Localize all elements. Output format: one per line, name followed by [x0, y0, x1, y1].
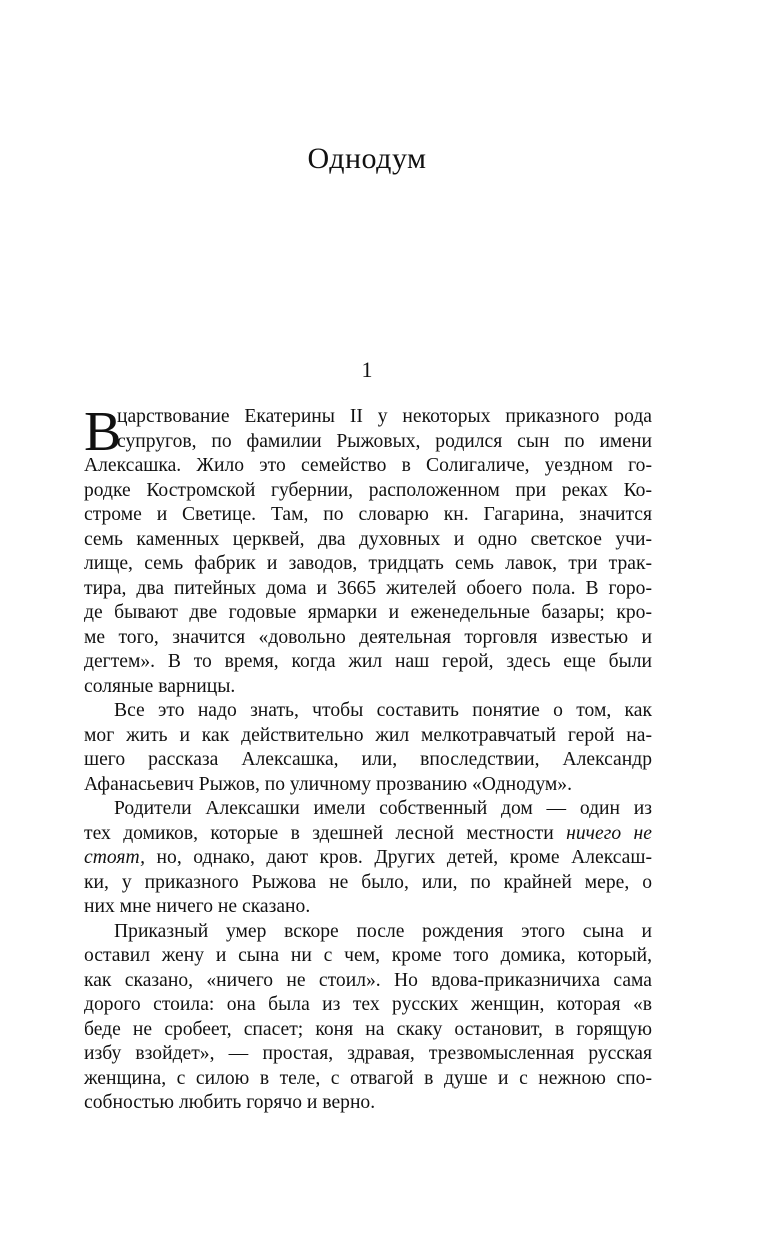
paragraph [84, 401, 652, 699]
text-line: тира, два питейных дома и 3665 жителей обоего пола. В горо- [84, 577, 652, 599]
story-title: Однодум [307, 142, 427, 175]
text-line: женщина, с силою в теле, с отвагой в душе и с нежною спо- [84, 1067, 652, 1089]
text-line: оставил жену и сына ни с чем, кроме того домика, который, [84, 945, 652, 966]
text-line: строме и Светице. Там, по словарю кн. Гагарина, значится [84, 504, 652, 525]
text-line: Приказный умер вскоре после рождения этого сына и [114, 920, 652, 942]
drop-cap: В [84, 401, 122, 463]
text-line: Афанасьевич Рыжов, по уличному прозванию «Однодум». [84, 773, 572, 795]
paragraph [84, 699, 652, 797]
text-line: Все это надо знать, чтобы составить понятие о том, как [114, 700, 652, 721]
chapter-number: 1 [361, 357, 373, 382]
story-text [84, 401, 652, 1116]
text-line: супругов, по фамилии Рыжовых, родился сын по имени [117, 430, 652, 452]
text-line: беде не сробеет, спасет; коня на скаку остановит, в горящую [84, 1018, 652, 1040]
text-line: ме того, значится «довольно деятельная торговля известью и [84, 626, 652, 648]
text-line: родке Костромской губернии, расположенном при реках Ко- [84, 479, 652, 501]
text-line: них мне ничего не сказано. [84, 896, 311, 917]
text-line: собностью любить горячо и верно. [84, 1092, 376, 1113]
text-line: мог жить и как действительно жил мелкотравчатый герой на- [84, 724, 652, 746]
paragraph [84, 797, 652, 920]
text-line: царствование Екатерины II у некоторых приказного рода [117, 406, 652, 427]
text-line: ки, у приказного Рыжова не было, или, по крайней мере, о [84, 871, 652, 893]
text-line: Алексашка. Жило это семейство в Солигаличе, уездном го- [84, 455, 652, 476]
text-line: тех домиков, которые в здешней лесной местности ничего не [84, 822, 652, 844]
text-line: Родители Алексашки имели собственный дом — один из [114, 798, 652, 819]
text-line: дорого стоила: она была из тех русских женщин, которая «в [84, 994, 652, 1015]
text-line: шего рассказа Алексашка, или, впоследствии, Александр [84, 749, 652, 770]
text-line: избу взойдет», — простая, здравая, трезвомысленная русская [84, 1043, 652, 1064]
text-line: соляные варницы. [84, 675, 236, 697]
text-line: де бывают две годовые ярмарки и еженедельные базары; кро- [84, 602, 652, 623]
text-line: лище, семь фабрик и заводов, тридцать семь лавок, три трак- [84, 553, 652, 574]
text-line: дегтем». В то время, когда жил наш герой, здесь еще были [84, 651, 652, 672]
text-line: стоят, но, однако, дают кров. Других детей, кроме Алексаш- [84, 847, 652, 868]
paragraph [84, 920, 652, 1116]
text-line: как сказано, «ничего не стоил». Но вдова-приказничиха сама [84, 969, 652, 991]
text-line: семь каменных церквей, два духовных и одно светское учи- [84, 528, 652, 550]
